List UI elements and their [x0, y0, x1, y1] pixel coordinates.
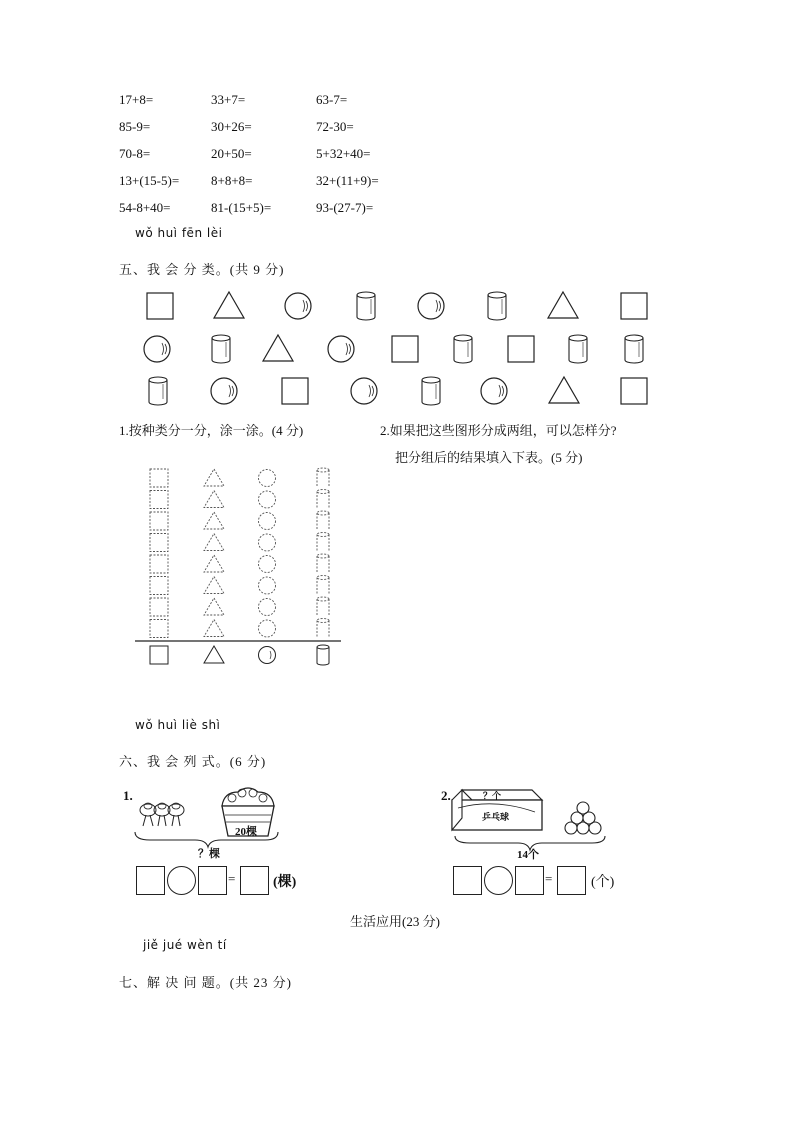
section7-title: 七、解 决 问 题。(共 23 分)	[119, 975, 292, 990]
triangle-shape[interactable]	[549, 377, 579, 403]
square-outline-dashed[interactable]	[150, 577, 168, 595]
sphere-outline-dashed[interactable]	[259, 620, 276, 637]
triangle-outline-dashed[interactable]	[204, 555, 224, 572]
equals-sign: =	[545, 871, 553, 886]
cylinder-outline-dashed[interactable]	[317, 533, 329, 551]
square-outline-dashed[interactable]	[150, 469, 168, 487]
sphere-outline-dashed[interactable]	[259, 491, 276, 508]
cylinder-shape[interactable]	[149, 377, 167, 405]
box-top-label: ？个	[483, 791, 502, 801]
answer-box[interactable]	[515, 866, 544, 895]
equation: 85-9=	[119, 119, 151, 134]
triangle-outline-dashed[interactable]	[204, 598, 224, 615]
equation: 54-8+40=	[119, 200, 171, 215]
question-1-text: 1.按种类分一分，涂一涂。(4 分)	[119, 423, 304, 438]
sphere-outline-dashed[interactable]	[259, 470, 276, 487]
cylinder-outline-dashed[interactable]	[317, 490, 329, 508]
cylinder-outline-dashed[interactable]	[317, 576, 329, 594]
operator-circle[interactable]	[167, 866, 196, 895]
cylinder-shape[interactable]	[357, 292, 375, 320]
equation: 32+(11+9)=	[316, 173, 379, 188]
unit-label-2: (个)	[591, 875, 615, 890]
problem-2-number: 2.	[441, 788, 451, 803]
sphere-shape[interactable]	[481, 378, 507, 404]
equation: 5+32+40=	[316, 146, 371, 161]
sphere-outline-dashed[interactable]	[259, 556, 276, 573]
equation: 17+8=	[119, 92, 154, 107]
square-shape[interactable]	[621, 293, 647, 319]
question-2-line2: 把分组后的结果填入下表。(5 分)	[395, 450, 583, 465]
operator-circle[interactable]	[484, 866, 513, 895]
section5-pinyin: wǒ huì fēn lèi	[135, 226, 223, 240]
sphere-shape[interactable]	[418, 293, 444, 319]
equation: 70-8=	[119, 146, 151, 161]
square-outline-dashed[interactable]	[150, 555, 168, 573]
answer-box[interactable]	[198, 866, 227, 895]
square-label-icon	[150, 646, 168, 664]
life-application-title: 生活应用(23 分)	[350, 914, 440, 929]
sphere-shape[interactable]	[285, 293, 311, 319]
tally-column-cylinder	[317, 468, 329, 637]
tally-column-triangle	[204, 469, 224, 637]
equation: 93-(27-7)=	[316, 200, 374, 215]
triangle-label-icon	[204, 646, 224, 663]
triangle-outline-dashed[interactable]	[204, 491, 224, 508]
cylinder-outline-dashed[interactable]	[317, 554, 329, 572]
section6-title: 六、我 会 列 式。(6 分)	[119, 754, 267, 769]
cylinder-shape[interactable]	[625, 335, 643, 363]
answer-box[interactable]	[240, 866, 269, 895]
sphere-shape[interactable]	[144, 336, 170, 362]
cylinder-outline-dashed[interactable]	[317, 511, 329, 529]
equation: 33+7=	[211, 92, 246, 107]
sphere-outline-dashed[interactable]	[259, 577, 276, 594]
section7-pinyin: jiě jué wèn tí	[143, 938, 227, 952]
section6-pinyin: wǒ huì liè shì	[135, 718, 221, 732]
square-outline-dashed[interactable]	[150, 598, 168, 616]
square-shape[interactable]	[147, 293, 173, 319]
sphere-label-icon	[259, 647, 276, 664]
triangle-shape[interactable]	[548, 292, 578, 318]
question-2-line1: 2.如果把这些图形分成两组，可以怎样分?	[380, 423, 617, 438]
cylinder-shape[interactable]	[212, 335, 230, 363]
equals-sign: =	[228, 871, 236, 886]
answer-box[interactable]	[136, 866, 165, 895]
cylinder-shape[interactable]	[569, 335, 587, 363]
sphere-outline-dashed[interactable]	[259, 513, 276, 530]
square-outline-dashed[interactable]	[150, 491, 168, 509]
square-shape[interactable]	[392, 336, 418, 362]
tally-chart	[135, 468, 341, 665]
square-shape[interactable]	[282, 378, 308, 404]
sphere-shape[interactable]	[328, 336, 354, 362]
triangle-outline-dashed[interactable]	[204, 620, 224, 637]
basket-label: 20棵	[235, 826, 257, 838]
equation: 72-30=	[316, 119, 354, 134]
cylinder-shape[interactable]	[454, 335, 472, 363]
square-outline-dashed[interactable]	[150, 534, 168, 552]
cylinder-shape[interactable]	[488, 292, 506, 320]
tally-column-sphere	[259, 470, 276, 638]
unit-label-1: (棵)	[273, 875, 297, 890]
equation: 63-7=	[316, 92, 348, 107]
box-balls-illustration	[452, 790, 605, 850]
answer-box[interactable]	[453, 866, 482, 895]
triangle-outline-dashed[interactable]	[204, 577, 224, 594]
square-shape[interactable]	[621, 378, 647, 404]
cylinder-outline-dashed[interactable]	[317, 619, 329, 637]
square-outline-dashed[interactable]	[150, 512, 168, 530]
triangle-outline-dashed[interactable]	[204, 469, 224, 486]
equation: 8+8+8=	[211, 173, 253, 188]
sphere-shape[interactable]	[351, 378, 377, 404]
square-outline-dashed[interactable]	[150, 620, 168, 638]
sphere-shape[interactable]	[211, 378, 237, 404]
answer-box[interactable]	[557, 866, 586, 895]
section5-title: 五、我 会 分 类。(共 9 分)	[119, 262, 285, 277]
equation: 20+50=	[211, 146, 252, 161]
cylinder-label-icon	[317, 645, 329, 665]
equation: 13+(15-5)=	[119, 173, 180, 188]
sphere-outline-dashed[interactable]	[259, 599, 276, 616]
triangle-shape[interactable]	[214, 292, 244, 318]
triangle-outline-dashed[interactable]	[204, 534, 224, 551]
cylinder-outline-dashed[interactable]	[317, 468, 329, 486]
brace-label-2: 14个	[517, 849, 539, 861]
box-side-label: 乒乓球	[482, 812, 510, 822]
cylinder-outline-dashed[interactable]	[317, 597, 329, 615]
tally-column-square	[150, 469, 168, 638]
square-shape[interactable]	[508, 336, 534, 362]
equation: 81-(15+5)=	[211, 200, 272, 215]
equation: 30+26=	[211, 119, 252, 134]
cylinder-shape[interactable]	[422, 377, 440, 405]
triangle-shape[interactable]	[263, 335, 293, 361]
problem-1-number: 1.	[123, 788, 133, 803]
brace-label-1: ？棵	[198, 848, 220, 860]
triangle-outline-dashed[interactable]	[204, 512, 224, 529]
sphere-outline-dashed[interactable]	[259, 534, 276, 551]
